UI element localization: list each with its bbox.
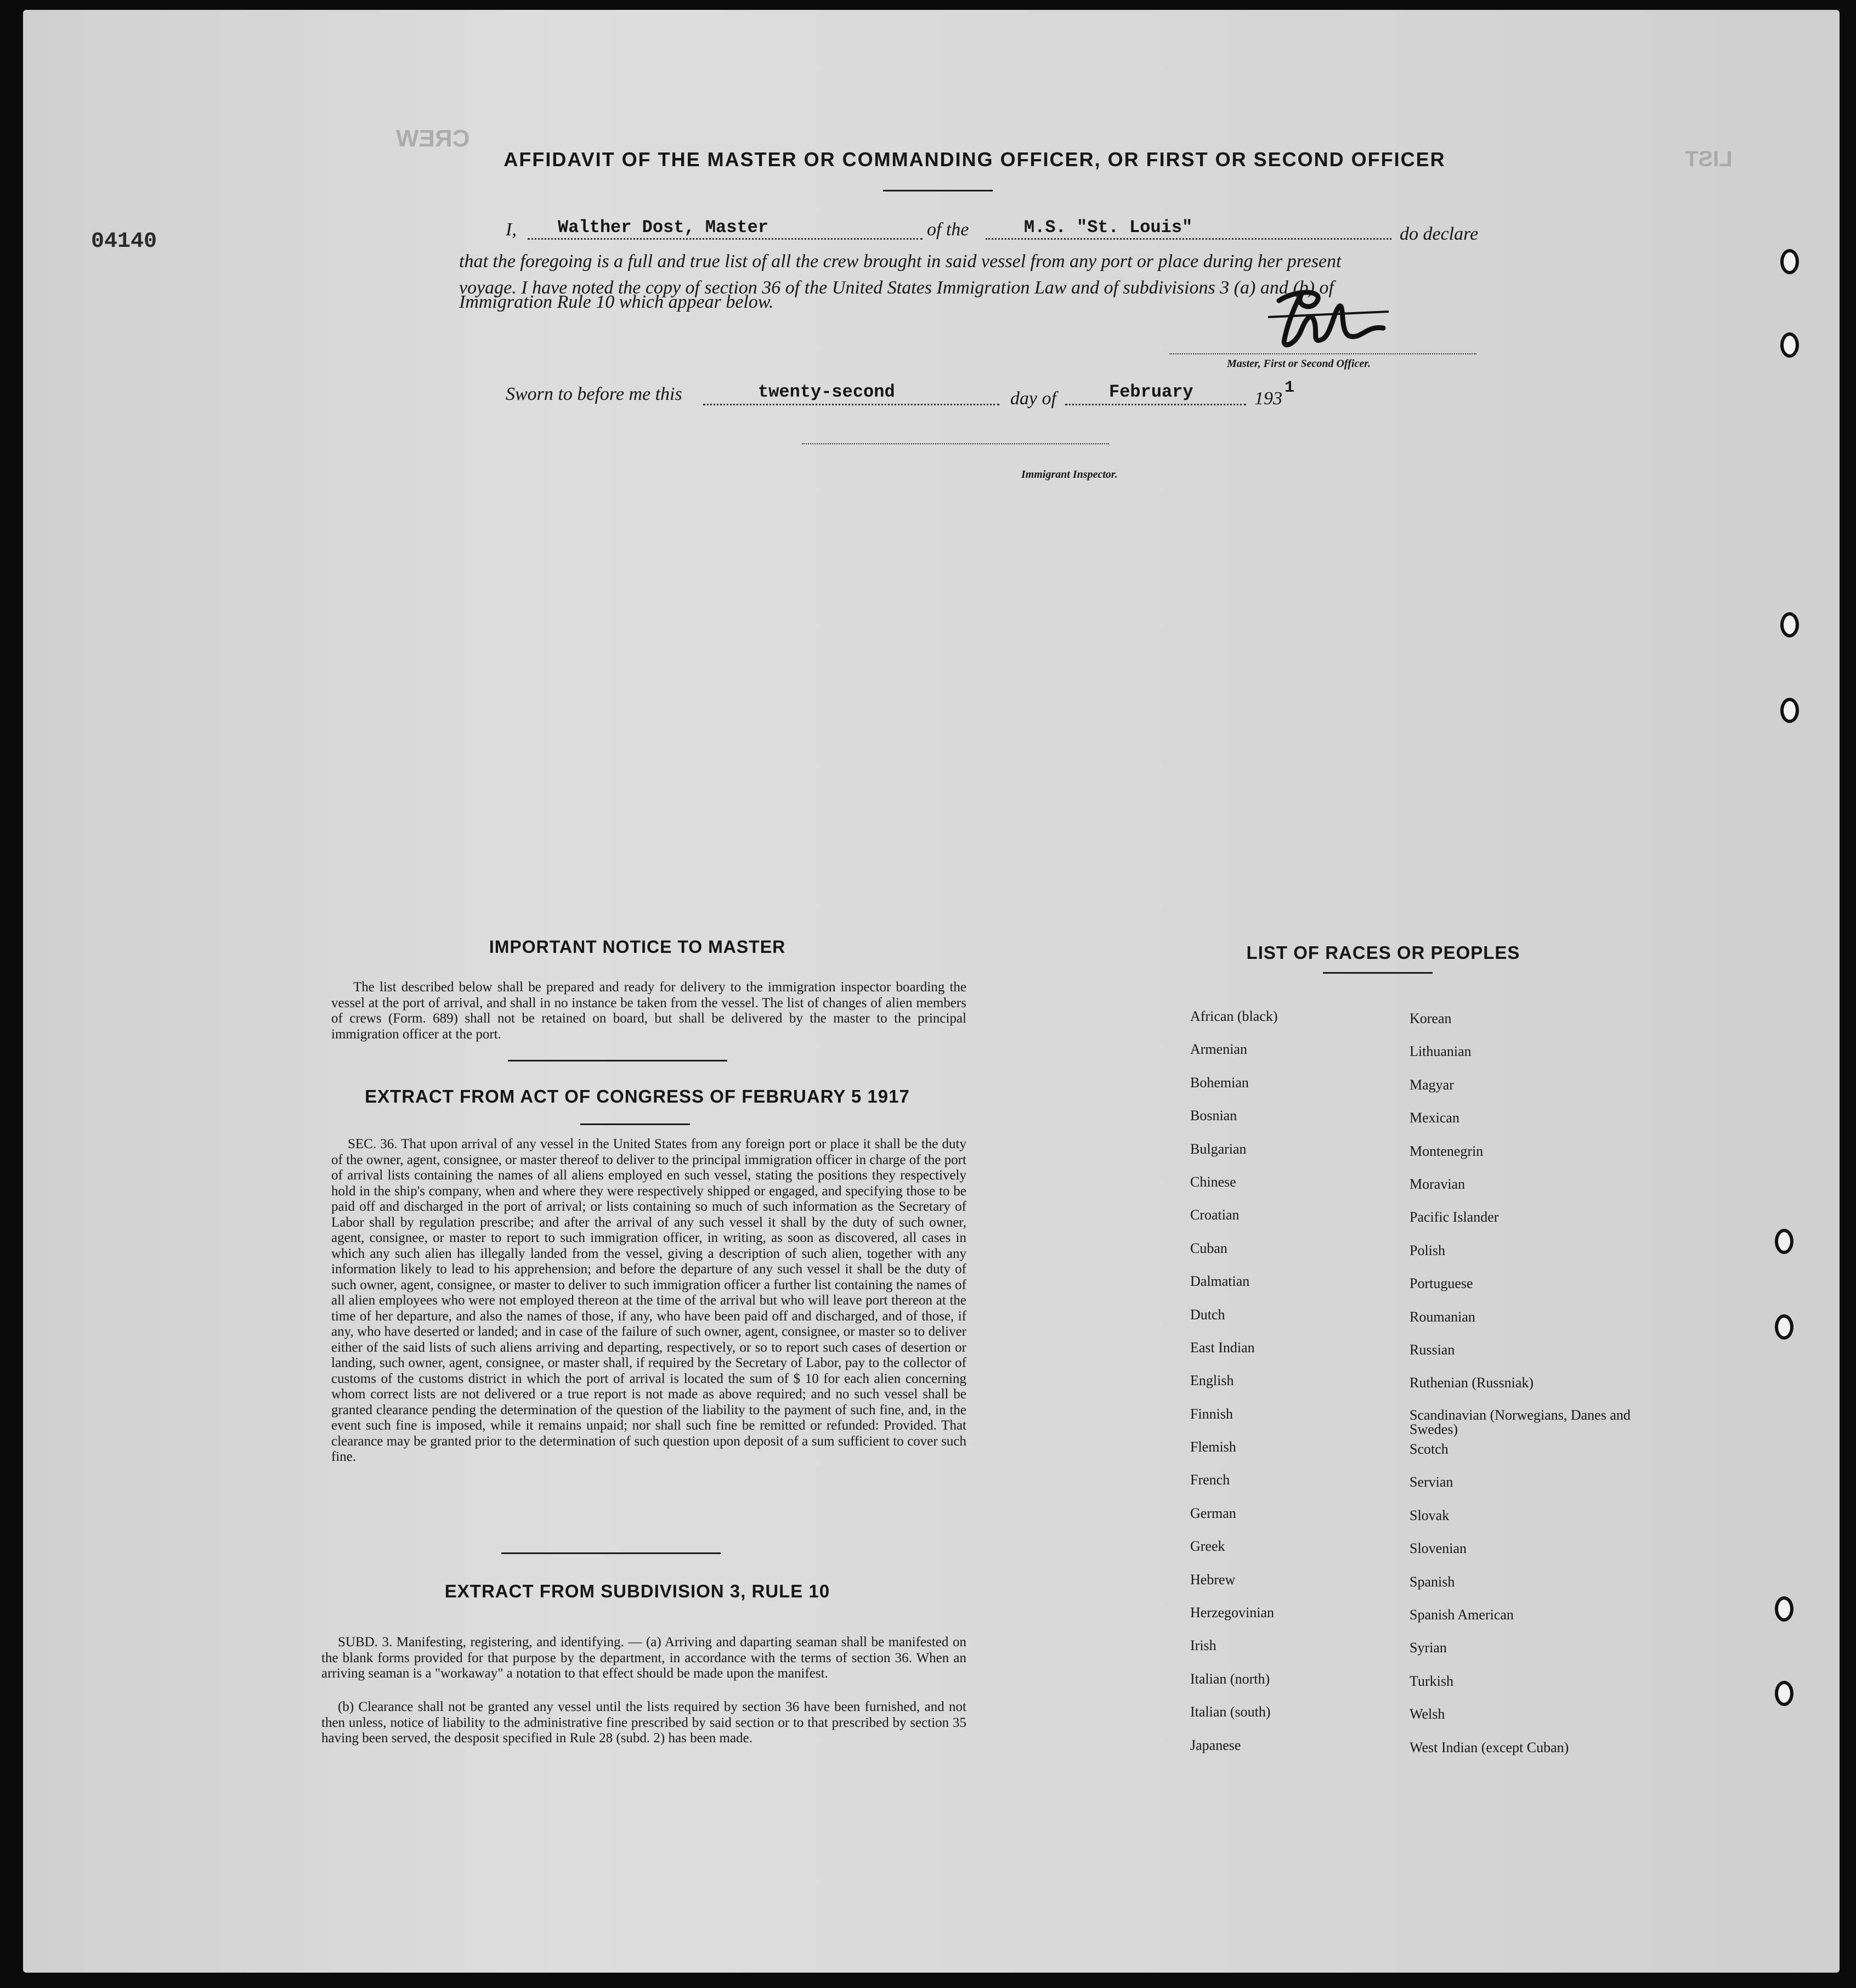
notice-body: The list described below shall be prepared and ready for delivery to the immigration inspector boarding the vessel at the port of arrival, and shall in no instance be taken from the vessel. The list of changes of alien members of crews (Form. 689) shall not be retained on board, but shall be delivered by the master to the principal immigration officer at the port.: [331, 980, 966, 1042]
race-item: Spanish American: [1410, 1607, 1514, 1623]
race-item: Ruthenian (Russniak): [1410, 1375, 1534, 1391]
bleed-through-text: CREW: [396, 125, 470, 152]
race-item: African (black): [1190, 1008, 1278, 1024]
race-item: Chinese: [1190, 1173, 1236, 1190]
race-item: Herzegovinian: [1190, 1605, 1275, 1621]
race-item: Scotch: [1410, 1441, 1448, 1458]
race-item: Italian (north): [1190, 1670, 1270, 1687]
act-end-rule: [501, 1552, 721, 1554]
notice-rule: [508, 1060, 727, 1061]
binder-hole: [1775, 1681, 1793, 1706]
race-item: Magyar: [1410, 1076, 1454, 1093]
race-item: Polish: [1410, 1242, 1446, 1258]
rule-subd-a: SUBD. 3. Manifesting, registering, and identifying. — (a) Arriving and daparting seaman shall be manifested on the blank forms provided for that purpose by the department, in accordance with the terms of section 36. When an arriving seaman is a "workaway" a notation to that effect should be made upon the manifest.: [321, 1635, 966, 1681]
race-item: Turkish: [1410, 1673, 1453, 1689]
race-item: English: [1190, 1373, 1234, 1389]
race-item: Montenegrin: [1410, 1143, 1484, 1159]
race-item: Portuguese: [1410, 1275, 1473, 1292]
sworn-day: twenty-second: [758, 382, 895, 402]
inspector-line: [802, 443, 1109, 444]
affidavit-line-2: that the foregoing is a full and true list of all the crew brought in said vessel from any port or place during her present: [459, 251, 1342, 272]
race-item: Dutch: [1190, 1306, 1225, 1323]
race-item: Syrian: [1410, 1640, 1447, 1656]
race-item: Bosnian: [1190, 1108, 1237, 1124]
race-item: Dalmatian: [1190, 1273, 1250, 1290]
signature: [1257, 279, 1400, 361]
race-item: Slovenian: [1410, 1540, 1467, 1557]
race-item: Croatian: [1190, 1207, 1240, 1223]
race-item: Japanese: [1190, 1737, 1241, 1753]
binder-hole: [1775, 1229, 1793, 1254]
race-item: West Indian (except Cuban): [1410, 1739, 1569, 1755]
sworn-month: February: [1109, 382, 1193, 402]
race-item: Moravian: [1410, 1176, 1465, 1192]
act-title: EXTRACT FROM ACT OF CONGRESS OF FEBRUARY 5 1917: [365, 1086, 910, 1106]
binder-hole: [1780, 612, 1799, 637]
sworn-day-line: [703, 404, 999, 405]
do-declare-label: do declare: [1400, 224, 1479, 244]
binder-hole: [1780, 249, 1799, 274]
race-item: Hebrew: [1190, 1571, 1236, 1588]
of-the-label: of the: [927, 219, 969, 240]
race-item: Scandinavian (Norwegians, Danes and Swedes): [1410, 1407, 1631, 1437]
race-item: Cuban: [1190, 1240, 1227, 1256]
signature-line: [1169, 353, 1476, 354]
rule-title: EXTRACT FROM SUBDIVISION 3, RULE 10: [444, 1581, 830, 1601]
race-item: Bohemian: [1190, 1074, 1249, 1091]
affidavit-line-3: voyage. I have noted the copy of section 36 of the United States Immigration Law and of subdivisions 3 (a) and (b) of: [459, 278, 1334, 298]
binder-hole: [1780, 332, 1799, 358]
race-item: Flemish: [1190, 1439, 1236, 1455]
binder-hole: [1780, 698, 1799, 723]
vessel-line: [986, 238, 1391, 240]
race-item: Mexican: [1410, 1110, 1459, 1126]
race-item: East Indian: [1190, 1339, 1255, 1356]
notice-title: IMPORTANT NOTICE TO MASTER: [489, 937, 786, 957]
race-item: German: [1190, 1505, 1236, 1521]
races-rule: [1323, 972, 1433, 974]
race-item: Finnish: [1190, 1405, 1233, 1422]
races-title: LIST OF RACES OR PEOPLES: [1246, 942, 1520, 963]
races-left-column: [1190, 1008, 1399, 1770]
race-item: Bulgarian: [1190, 1140, 1247, 1157]
inspector-label: Immigrant Inspector.: [1021, 468, 1118, 481]
race-item: Korean: [1410, 1010, 1452, 1026]
rule-subd-b: (b) Clearance shall not be granted any vessel until the lists required by section 36 have been furnished, and not then unless, notice of liability to the administrative fine prescribed by said section or to that prescribed by section 35 having been served, the desposit specified in Rule 28 (subd. 2) has been made.: [321, 1699, 966, 1746]
race-item: Welsh: [1410, 1706, 1445, 1722]
race-item: Armenian: [1190, 1041, 1247, 1058]
race-item: Slovak: [1410, 1507, 1450, 1523]
races-right-column: [1410, 1010, 1640, 1772]
name-line: [528, 238, 923, 240]
affidavit-title: AFFIDAVIT OF THE MASTER OR COMMANDING OFFICER, OR FIRST OR SECOND OFFICER: [503, 148, 1446, 171]
race-item: Roumanian: [1410, 1308, 1475, 1325]
master-name: Walther Dost, Master: [558, 217, 769, 238]
race-item: French: [1190, 1472, 1230, 1488]
race-item: Lithuanian: [1410, 1043, 1472, 1060]
binder-hole: [1775, 1314, 1793, 1340]
sworn-label: Sworn to before me this: [506, 384, 682, 404]
year-suffix: 1: [1285, 379, 1295, 397]
bleed-through-text: LIST: [1685, 147, 1733, 171]
signature-label: Master, First or Second Officer.: [1227, 358, 1371, 370]
vessel-name: M.S. "St. Louis": [1024, 217, 1193, 238]
year-prefix: 193: [1254, 388, 1282, 409]
sworn-month-line: [1065, 404, 1246, 405]
affidavit-line-4: Immigration Rule 10 which appear below.: [459, 292, 774, 312]
act-rule: [580, 1123, 690, 1125]
title-rule: [883, 190, 993, 191]
binder-hole: [1775, 1596, 1793, 1622]
race-item: Russian: [1410, 1341, 1455, 1358]
affidavit-i: I,: [506, 219, 517, 240]
race-item: Greek: [1190, 1538, 1225, 1555]
stamp-number: 04140: [91, 229, 157, 254]
race-item: Spanish: [1410, 1573, 1455, 1590]
race-item: Pacific Islander: [1410, 1209, 1499, 1225]
race-item: Italian (south): [1190, 1704, 1271, 1720]
document-page: [23, 10, 1840, 1973]
day-of-label: day of: [1010, 388, 1057, 409]
race-item: Servian: [1410, 1474, 1453, 1490]
act-body: SEC. 36. That upon arrival of any vessel in the United States from any foreign port or place it shall be the duty of the owner, agent, consignee, or master thereof to deliver to the principal immigration officer in charge of the port of arrival lists containing the names of all aliens employed en such vessel, stating the positions they respectively hold in the ship's company, when and where they were respectively shipped or engaged, and specifying those to be paid off and discharged in the port of arrival; or lists containing so much of such information as the Secretary of Labor shall by regulation prescribe; and after the arrival of any such vessel it shall by the duty of such owner, agent, consignee, or master to report to such immigration officer, in writing, as soon as discovered, all cases in which any such alien has illegally landed from the vessel, giving a description of such alien, together with any information likely to lead to his apprehension; and before the departure of any such vessel it shall be the duty of such owner, agent, consignee, or master to deliver to such immigration officer a further list containing the names of all alien employees who were not employed thereon at the time of the arrival but who will leave port thereon at the time of her departure, and also the names of those, if any, who have been paid off and discharged, and of those, if any, who have deserted or landed; and in case of the failure of such owner, agent, consignee, or master so to deliver either of the said lists of such aliens arriving and departing, respectively, or so to report such cases of desertion or landing, such owner, agent, consignee, or master shall, if required by the Secretary of Labor, pay to the collector of customs of the customs district in which the port of arrival is located the sum of $ 10 for each alien concerning whom correct lists are not delivered or a true report is not made as above required; and no such vessel shall be granted clearance pending the determination of the question of the liability to the payment of such fine, and, in the event such fine is imposed, while it remains unpaid; nor shall such fine be remitted or refunded: Provided. That clearance may be granted prior to the determination of such question upon deposit of a sum sufficient to cover such fine.: [331, 1137, 966, 1464]
race-item: Irish: [1190, 1637, 1216, 1654]
